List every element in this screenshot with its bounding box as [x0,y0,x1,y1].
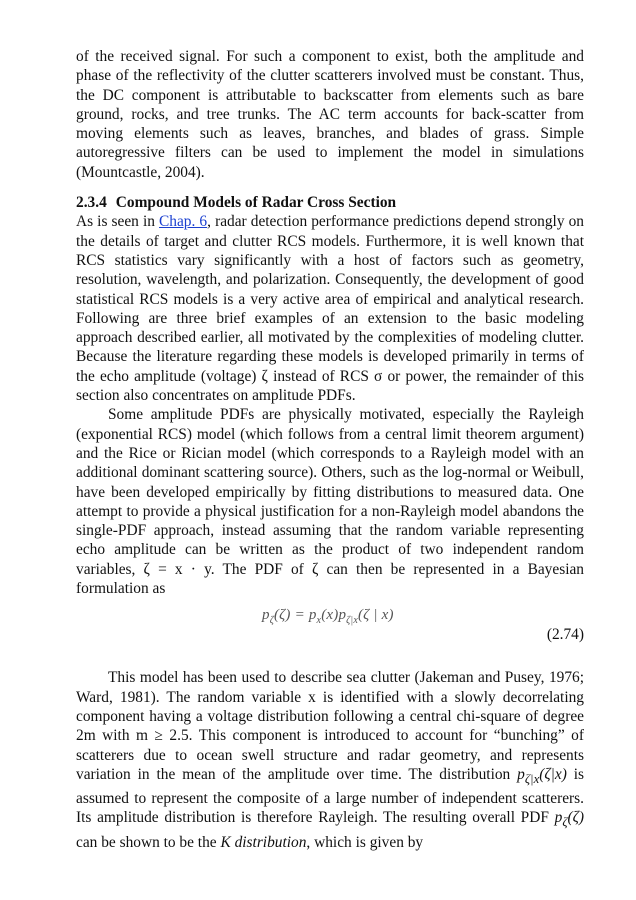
document-page [76,47,584,852]
equation-block [76,598,584,660]
section-number: 2.3.4 [76,194,107,212]
paragraph-amplitude-pdfs: Some amplitude PDFs are physically motivated, especially the Rayleigh (exponential RCS) model (which follows from a central limit theorem argument) and the Rice or Rician model (which corresponds to a Rayleigh model with an additional dominant scattering source). Others, such as the log-normal or Weibull, have been developed empirically by fitting distributions to measured data. One attempt to provide a physical justification for a non-Rayleigh model abandons the single-PDF approach, instead assuming that the random variable representing echo amplitude can be written as the product of two independent random variables, ζ = x · y. The PDF of ζ can then be represented in a Bayesian formulation as [76,406,584,598]
paragraph-2-lead: As is seen in [76,213,160,231]
paragraph-sea-clutter: This model has been used to describe sea clutter (Jakeman and Pusey, 1976; Ward, 1981). The random variable x is identified with a slowly decorrelating component having a voltage distribution following a central chi-square of degree 2m with m ≥ 2.5. This component is introduced to account for “bunching” of scatterers due to ocean swell structure and radar geometry, and represents variation in the mean of the amplitude over time. The distribution $p_{\zeta|x}(\zeta|x)$ is assumed to represent the composite of a large number of independent scatterers. Its amplitude distribution is therefore Rayleigh. The resulting overall PDF $p_\zeta(\zeta)$ can be shown to be the K distribution, which is given by [76,669,585,851]
equation-2-74: $p_\zeta(\zeta) = p_x(x)p_{\zeta|x}(\zeta$ | x) [262,607,394,627]
paragraph-received-signal: of the received signal. For such a component to exist, both the amplitude and phase of the reflectivity of the clutter scatterers involved must be constant. Thus, the DC component is attributable to backscatter from elements such as bare ground, rocks, and tree trunks. The AC term accounts for back-scatter from moving elements such as leaves, branches, and blades of grass. Simple autoregressive filters can be used to implement the model in simulations (Mountcastle, 2004). [76,48,584,181]
equation-number: (2.74) [546,626,584,644]
chapter-6-link[interactable]: Chap. 6 [159,213,208,231]
section-title: Compound Models of Radar Cross Section [115,194,397,212]
paragraph-compound-models [76,212,584,405]
section-heading [76,193,584,212]
k-distribution-term: K distribution [220,833,307,851]
paragraph-2-body: , radar detection performance predictions depend strongly on the details of target and clutter RCS models. Furthermore, it is well known that RCS statistics vary significantly with a host of factors such as geometry, resolution, wavelength, and polarization. Consequently, the development of good statistical RCS models is a very active area of empirical and analytical research. Following are three brief examples of an extension to the basic modeling approach described earlier, all motivated by the complexities of modeling clutter. Because the literature regarding these models is developed primarily in terms of the echo amplitude (voltage) ζ instead of RCS σ or power, the remainder of this section also concentrates on amplitude PDFs. [76,213,584,405]
